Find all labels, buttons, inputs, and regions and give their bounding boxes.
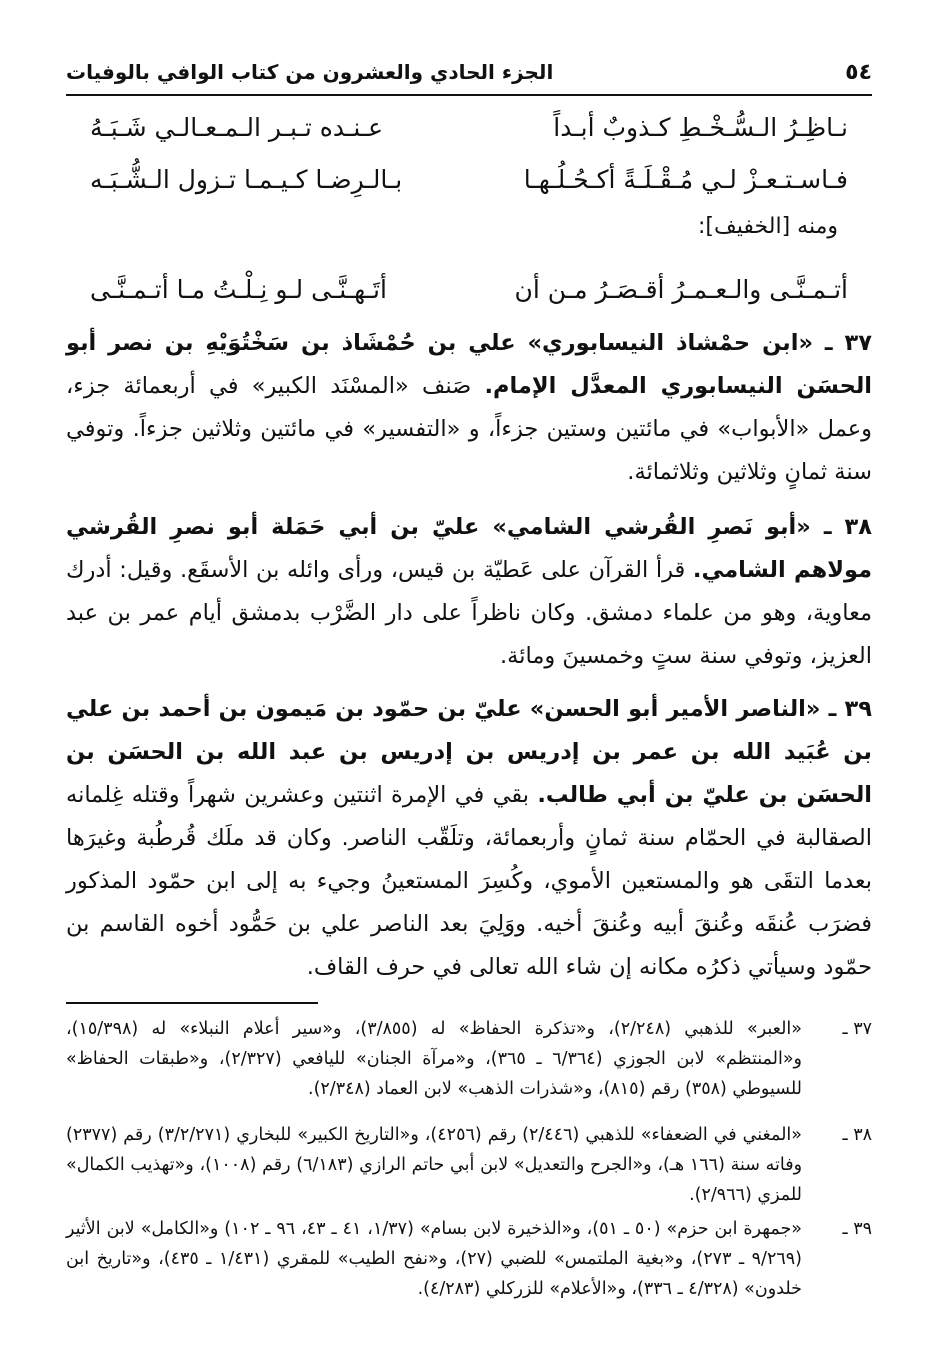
- entry-heading: ٣٧ ـ «ابن حمْشاذ النيسابوري» علي بن حُمْشَاذ بن سَخْتُوَيْهِ بن نصر أبو الحسَن النيسابوري المعدَّل الإمام.: [66, 330, 873, 399]
- verse-second-hemistich: بـالـرِضـا كـيـمـا تـزول الـشُّـبَـه: [90, 165, 403, 194]
- footnote-39: [66, 1214, 872, 1304]
- verse-line: [90, 102, 848, 154]
- verse-first-hemistich: أتـمـنَّـى والـعـمـرُ أقـصَـرُ مـن أن: [514, 275, 848, 304]
- entry-heading: ٣٩ ـ «الناصر الأمير أبو الحسن» عليّ بن حمّود بن مَيمون بن أحمد بن علي بن عُبَيد الله بن عمر بن إدريس بن إدريس بن عبد الله بن الحسَن بن الحسَن بن عليّ بن أبي طالب.: [66, 696, 872, 808]
- verse-first-hemistich: نـاظِـرُ الـسُّـخْـطِ كـذوبٌ أبـداً: [553, 113, 848, 142]
- meter-intro: ومنه [الخفيف]:: [698, 214, 838, 239]
- verse-block-2: [90, 264, 848, 316]
- biography-entry-38: [66, 506, 872, 678]
- footnote-number: ٣٧ ـ: [842, 1019, 872, 1039]
- entry-body: صَنف «المسْنَد الكبير» في أربعمائة جزء، وعمل «الأبواب» في مائتين وستين جزءاً، و «التفسير» في مائتين وثلاثين جزءاً. وتوفي سنة ثمانٍ وثلاثين وثلاثمائة.: [66, 373, 872, 485]
- biography-entry-37: [66, 322, 872, 494]
- footnote-number: ٣٨ ـ: [842, 1125, 872, 1145]
- verse-second-hemistich: أتَـهـنَّـى لـو نِـلْـتُ مـا أتـمـنَّـى: [90, 275, 387, 304]
- verse-block-1: [90, 102, 848, 206]
- verse-first-hemistich: فـاسـتـعـزْ لـي مُـقْـلَـةً أكـحُـلُـهـا: [523, 165, 848, 194]
- entry-heading: ٣٨ ـ «أبو نَصرِ القُرشي الشامي» عليّ بن أبي حَمَلة أبو نصرِ القُرشي مولاهم الشامي.: [66, 514, 872, 583]
- running-header: [66, 50, 872, 96]
- entry-body: قرأ القرآن على عَطيّة بن قيس، ورأى وائله بن الأسقَع. وقيل: أدرك معاوية، وهو من علماء دمشق. وكان ناظراً على دار الضَّرْب بدمشق أيام عمر بن عبد العزيز، وتوفي سنة ستٍ وخمسينَ ومائة.: [66, 557, 872, 669]
- footnote-number: ٣٩ ـ: [842, 1219, 872, 1239]
- footnote-37: [66, 1014, 872, 1104]
- page-number: ٥٤: [845, 59, 872, 85]
- footnote-38: [66, 1120, 872, 1210]
- footnote-divider: [66, 1002, 318, 1004]
- footnote-text: «العبر» للذهبي (٢/٢٤٨)، و«تذكرة الحفاظ» له (٣/٨٥٥)، و«سير أعلام النبلاء» له (١٥/٣٩٨)، و«المنتظم» لابن الجوزي (٦/٣٦٤ ـ ٣٦٥)، و«مرآة الجنان» لليافعي (٢/٣٢٧)، و«طبقات الحفاظ» للسيوطي (٣٥٨) رقم (٨١٥)، و«شذرات الذهب» لابن العماد (٢/٣٤٨).: [66, 1019, 802, 1099]
- footnote-text: «جمهرة ابن حزم» (٥٠ ـ ٥١)، و«الذخيرة لابن بسام» (١/٣٧، ٤١ ـ ٤٣، ٩٦ ـ ١٠٢) و«الكامل» لابن الأثير (٩/٢٦٩ ـ ٢٧٣)، و«بغية الملتمس» للضبي (٢٧)، و«نفح الطيب» للمقري (١/٤٣١ ـ ٤٣٥)، و«تاريخ ابن خلدون» (٤/٣٢٨ ـ ٣٣٦)، و«الأعلام» للزركلي (٤/٢٨٣).: [66, 1219, 802, 1299]
- verse-line: [90, 154, 848, 206]
- biography-entry-39: [66, 688, 872, 989]
- verse-line: [90, 264, 848, 316]
- verse-second-hemistich: عـنـده تـبـر الـمـعـالـي شَـبَـهُ: [90, 113, 384, 142]
- entry-body: بقي في الإمرة اثنتين وعشرين شهراً وقتله غِلمانه الصقالبة في الحمّام سنة ثمانٍ وأربعمائة، وتلَقّب الناصر. وكان قد ملَك قُرطُبة وغيرَها بعدما التقَى هو والمستعين الأموي، وكُسِرَ المستعينُ وجيء به إلى ابن حمّود المذكور فضرَب عُنقَه وعُنقَ أبيه وعُنقَ أخيه. ووَلِيَ بعد الناصر علي بن حَمُّود أخوه القاسم بن حمّود وسيأتي ذكرُه مكانه إن شاء الله تعالى في حرف القاف.: [66, 782, 872, 980]
- book-title: الجزء الحادي والعشرون من كتاب الوافي بالوفيات: [66, 60, 554, 84]
- footnote-text: «المغني في الضعفاء» للذهبي (٢/٤٤٦) رقم (٤٢٥٦)، و«التاريخ الكبير» للبخاري (٣/٢/٢٧١) رقم (٢٣٧٧) وفاته سنة (١٦٦ هـ)، و«الجرح والتعديل» لابن أبي حاتم الرازي (٦/١٨٣) رقم (١٠٠٨)، و«تهذيب الكمال» للمزي (٢/٩٦٦).: [66, 1125, 803, 1205]
